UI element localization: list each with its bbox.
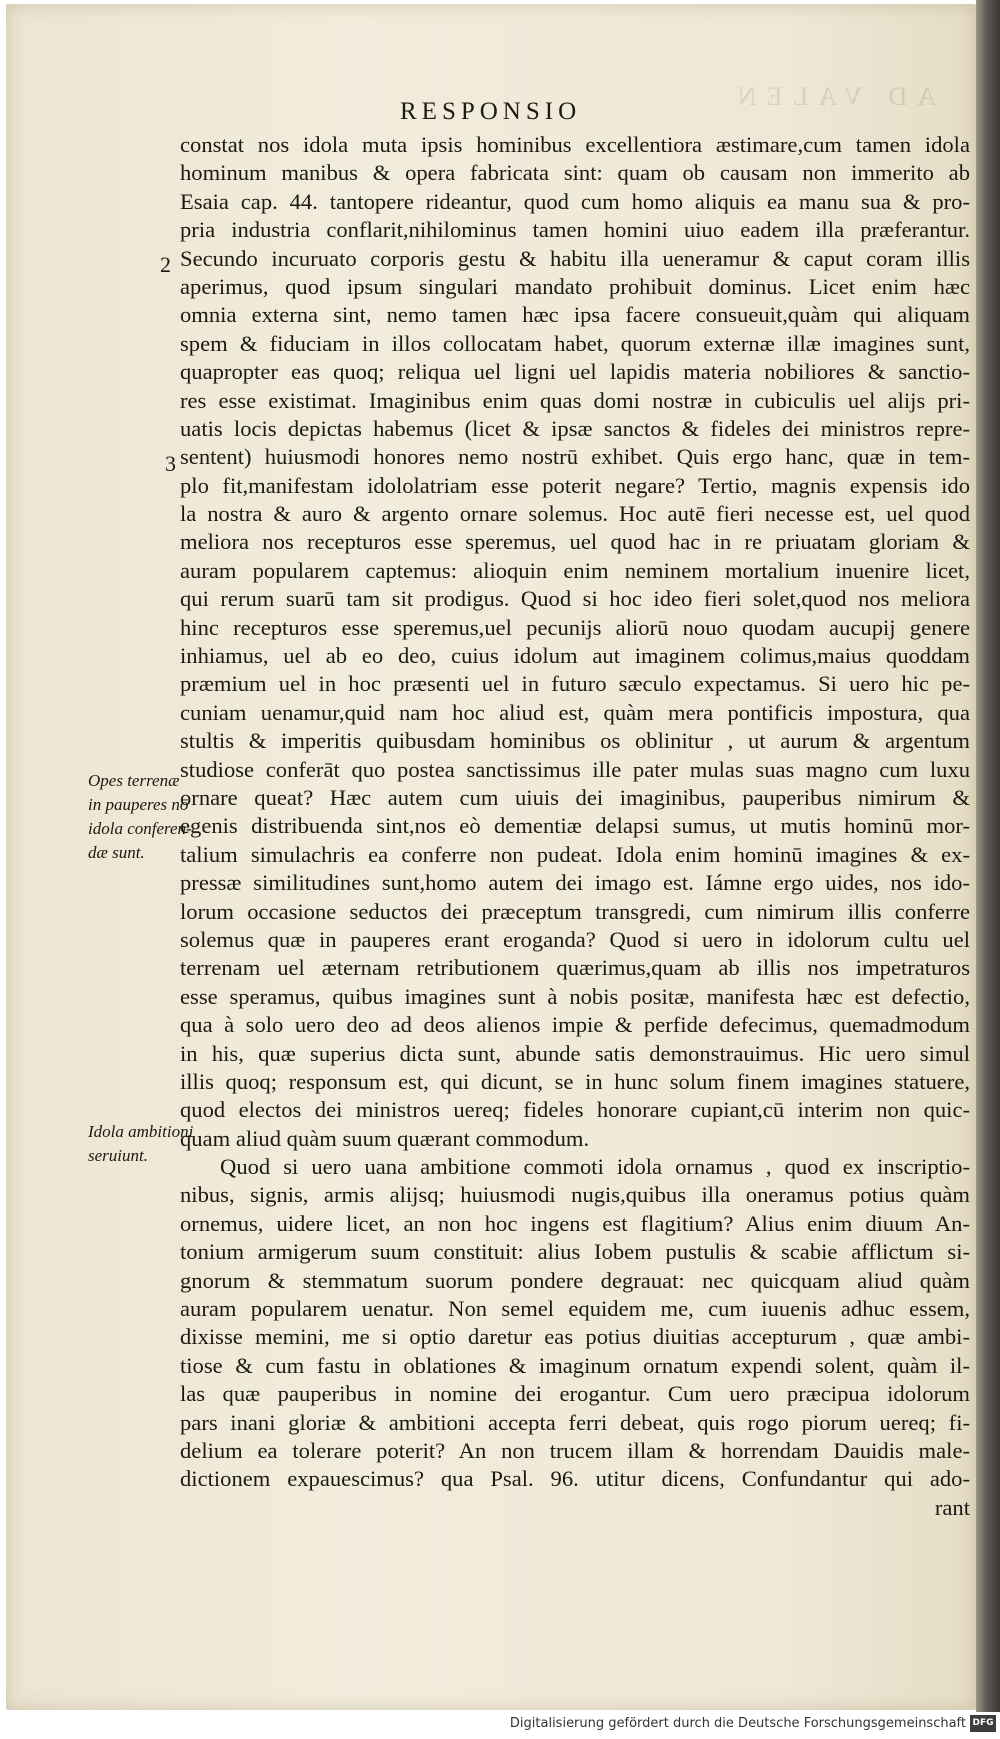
- text-line: pars inani gloriæ & ambitioni accepta ferri debeat, quis rogo piorum uereq; fi-: [180, 1409, 970, 1435]
- margin-note-line: dæ sunt.: [88, 843, 145, 862]
- text-line: quod electos dei ministros uereq; fideles honorare cupiant,cū interim non quic-: [180, 1097, 970, 1123]
- text-line: talium simulachris ea conferre non pudeat. Idola enim hominū imagines & ex-: [180, 841, 970, 867]
- text-line: auram popularem captemus: alioquin enim neminem mortalium inuenire licet,: [180, 557, 970, 583]
- text-line: aperimus, quod ipsum singulari mandato prohibuit dominus. Licet enim hæc: [180, 273, 970, 299]
- text-line: las quæ pauperibus in nomine dei erogantur. Cum uero præcipua idolorum: [180, 1381, 970, 1407]
- text-line: cuniam uenamur,quid nam hoc aliud est, quàm mera pontificis impostura, qua: [180, 699, 970, 725]
- text-line: uatis locis depictas habemus (licet & ipsæ sanctos & fideles dei ministros repre-: [180, 415, 970, 441]
- text-line: præmium uel in hoc præsenti uel in futuro sæculo expectamus. Si uero hic pe-: [180, 671, 970, 697]
- text-line: Secundo incuruato corporis gestu & habitu illa ueneramur & caput coram illis: [180, 245, 970, 271]
- text-line: quam aliud quàm suum quærant commodum.: [180, 1125, 590, 1151]
- text-line: qui rerum suarū tam sit prodigus. Quod si hoc ideo fieri solet,quod nos meliora: [180, 586, 970, 612]
- text-line: qua à solo uero deo ad deos alienos impie & perfide defecimus, quemadmodum: [180, 1012, 970, 1038]
- text-line: tonium armigerum suum constituit: alius Iobem pustulis & scabie afflictum si-: [180, 1239, 970, 1265]
- margin-note-line: idola conferen-: [88, 819, 192, 838]
- bleed-through-text: AD VALEN: [727, 82, 936, 111]
- footer-bar: [0, 1712, 1000, 1739]
- text-line: lorum occasione seductos dei præceptum transgredi, cum nimirum illis conferre: [180, 898, 970, 924]
- text-line: illis quoq; responsum est, qui dicunt, se in hunc solum finem imagines statuere,: [180, 1068, 970, 1094]
- margin-note-line: Idola ambitioni: [88, 1122, 194, 1141]
- paragraph-marker-3: 3: [165, 451, 176, 476]
- text-line: pressæ similitudines sunt,homo autem dei imago est. Iámne ergo uides, nos ido-: [180, 870, 970, 896]
- margin-note-line: in pauperes nō: [88, 795, 189, 814]
- paragraph-marker-2: 2: [160, 252, 171, 277]
- book-binding-edge: [976, 0, 1000, 1712]
- text-line: la nostra & auro & argento ornare solemus. Hoc autē fieri necesse est, uel quod: [180, 501, 970, 527]
- text-line: stultis & imperitis quibusdam hominibus os oblinitur , ut aurum & argentum: [180, 728, 970, 754]
- text-line: dixisse memini, me si optio daretur eas potius diuitias accepturum , quæ ambi-: [180, 1324, 970, 1350]
- text-line: studiose conferāt quo postea sanctissimus ille pater mulas suas magno cum luxu: [180, 756, 970, 782]
- text-line: meliora nos recepturos esse speremus, uel quod hac in re priuatam gloriam &: [180, 529, 970, 555]
- text-line: gnorum & stemmatum suorum pondere degrauat: nec quicquam aliud quàm: [180, 1267, 970, 1293]
- text-line: constat nos idola muta ipsis hominibus excellentiora æstimare,cum tamen idola: [180, 132, 970, 157]
- text-line: plo fit,manifestam idololatriam esse poterit negare? Tertio, magnis expensis ido: [180, 472, 970, 498]
- margin-note-line: seruiunt.: [88, 1146, 148, 1165]
- text-line: solemus quæ in pauperes erant eroganda? Quod si uero in idolorum cultu uel: [180, 926, 970, 952]
- margin-note-line: Opes terrenæ: [88, 771, 180, 790]
- text-line: spem & fiduciam in illos collocatam habet, quorum externæ illæ imagines sunt,: [180, 330, 970, 356]
- margin-note-opes-terrenae: [88, 769, 192, 865]
- text-line: omnia externa sint, nemo tamen hæc ipsa facere consueuit,quàm qui aliquam: [180, 302, 970, 328]
- text-line: inhiamus, uel ab eo deo, cuius idolum aut imaginem colimus,maius quoddam: [180, 643, 970, 669]
- text-line: quapropter eas quoq; reliqua uel ligni uel lapidis materia nobiliores & sanctio-: [180, 359, 970, 385]
- text-line: esse speramus, quibus imagines sunt à nobis positæ, manifesta hæc est defectio,: [180, 983, 970, 1009]
- text-line: Esaia cap. 44. tantopere rideantur, quod cum homo aliquis ea manu sua & pro-: [180, 188, 970, 214]
- text-line: tiose & cum fastu in oblationes & imaginum ornatum expendi solent, quàm il-: [180, 1352, 970, 1378]
- running-head: RESPONSIO: [400, 98, 582, 125]
- text-line: nibus, signis, armis alijsq; huiusmodi nugis,quibus illa oneramus potius quàm: [180, 1182, 970, 1208]
- text-line: pria industria conflarit,nihilominus tamen homini uiuo eadem illa præferantur.: [180, 217, 970, 243]
- footer-credit: Digitalisierung gefördert durch die Deutsche Forschungsgemeinschaft: [509, 1716, 966, 1731]
- margin-note-idola-ambitioni: [88, 1120, 194, 1168]
- text-line: delium ea tolerare poterit? An non trucem illam & horrendam Dauidis male-: [180, 1437, 970, 1463]
- dfg-logo: DFG: [970, 1715, 996, 1732]
- text-line: hominum manibus & opera fabricata sint: quam ob causam non immerito ab: [180, 160, 970, 186]
- text-line: auram popularem uenatur. Non semel equidem me, cum iuuenis adhuc essem,: [180, 1296, 970, 1322]
- text-line: res esse existimat. Imaginibus enim quas domi nostræ in cubiculis uel alijs pri-: [180, 387, 970, 413]
- text-line: in his, quæ superius dicta sunt, abunde satis demonstrauimus. Hic uero simul: [180, 1040, 970, 1066]
- text-line: sentent) huiusmodi honores nemo nostrū exhibet. Quis ergo hanc, quæ in tem-: [180, 444, 970, 470]
- text-line: Quod si uero uana ambitione commoti idola ornamus , quod ex inscriptio-: [220, 1154, 970, 1180]
- text-line: egenis distribuenda sint,nos eò dementiæ delapsi sumus, ut mutis hominū mor-: [180, 813, 970, 839]
- text-line: ornare queat? Hæc autem cum uiuis dei imaginibus, pauperibus nimirum &: [180, 784, 970, 810]
- text-line: rant: [934, 1494, 970, 1520]
- text-line: dictionem expauescimus? qua Psal. 96. utitur dicens, Confundantur qui ado-: [180, 1466, 970, 1492]
- text-line: ornemus, uidere licet, an non hoc ingens est flagitium? Alius enim diuum An-: [180, 1210, 970, 1236]
- text-line: hinc recepturos esse speremus,uel pecunijs aliorū nouo quodam aucupij genere: [180, 614, 970, 640]
- text-line: terrenam uel æternam retributionem quærimus,quam ab illis nos impetraturos: [180, 955, 970, 981]
- body-text: [180, 131, 970, 1522]
